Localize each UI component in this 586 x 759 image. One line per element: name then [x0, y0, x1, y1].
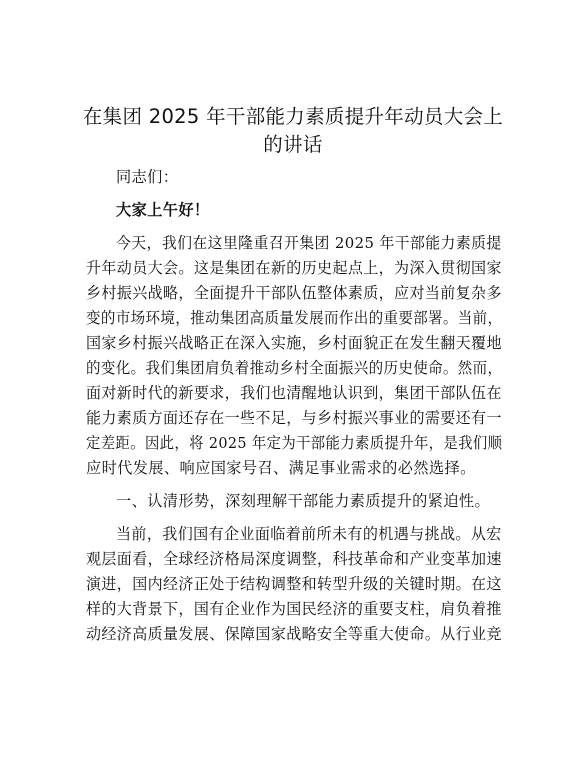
paragraph-2-line: 观层面看，全球经济格局深度调整，科技革命和产业变革加速 [86, 550, 502, 568]
paragraph-1-line: 面对新时代的新要求，我们也清醒地认识到，集团干部队伍在 [86, 384, 502, 402]
paragraph-2-line: 当前，我们国有企业面临着前所未有的机遇与挑战。从宏 [116, 525, 502, 543]
paragraph-2-line: 演进，国内经济正处于结构调整和转型升级的关键时期。在这 [86, 575, 502, 593]
paragraph-2-line: 样的大背景下，国有企业作为国民经济的重要支柱，肩负着推 [86, 600, 502, 618]
paragraph-2-line: 动经济高质量发展、保障国家战略安全等重大使命。从行业竞 [86, 625, 502, 643]
paragraph-1-line: 能力素质方面还存在一些不足，与乡村振兴事业的需要还有一 [86, 409, 502, 427]
paragraph-1-line: 今天，我们在这里隆重召开集团 2025 年干部能力素质提 [116, 234, 502, 252]
paragraph-1-line: 变的市场环境，推动集团高质量发展而作出的重要部署。当前， [86, 309, 503, 327]
paragraph-1-line: 定差距。因此，将 2025 年定为干部能力素质提升年，是我们顺 [86, 434, 503, 452]
section-heading: 一、认清形势，深刻理解干部能力素质提升的紧迫性。 [116, 492, 491, 510]
paragraph-1-line: 国家乡村振兴战略正在深入实施，乡村面貌正在发生翻天覆地 [86, 334, 502, 352]
paragraph-1-line: 的变化。我们集团肩负着推动乡村全面振兴的历史使命。然而， [86, 359, 503, 377]
paragraph-1-line: 升年动员大会。这是集团在新的历史起点上，为深入贯彻国家 [86, 259, 502, 277]
document-title-line-2: 的讲话 [263, 133, 323, 156]
paragraph-1-line: 应时代发展、响应国家号召、满足事业需求的必然选择。 [86, 459, 476, 477]
document-title-line-1: 在集团 2025 年干部能力素质提升年动员大会上 [82, 105, 504, 128]
paragraph-1-line: 乡村振兴战略，全面提升干部队伍整体素质，应对当前复杂多 [86, 284, 502, 302]
salutation: 同志们： [116, 168, 179, 186]
greeting: 大家上午好！ [116, 201, 210, 219]
